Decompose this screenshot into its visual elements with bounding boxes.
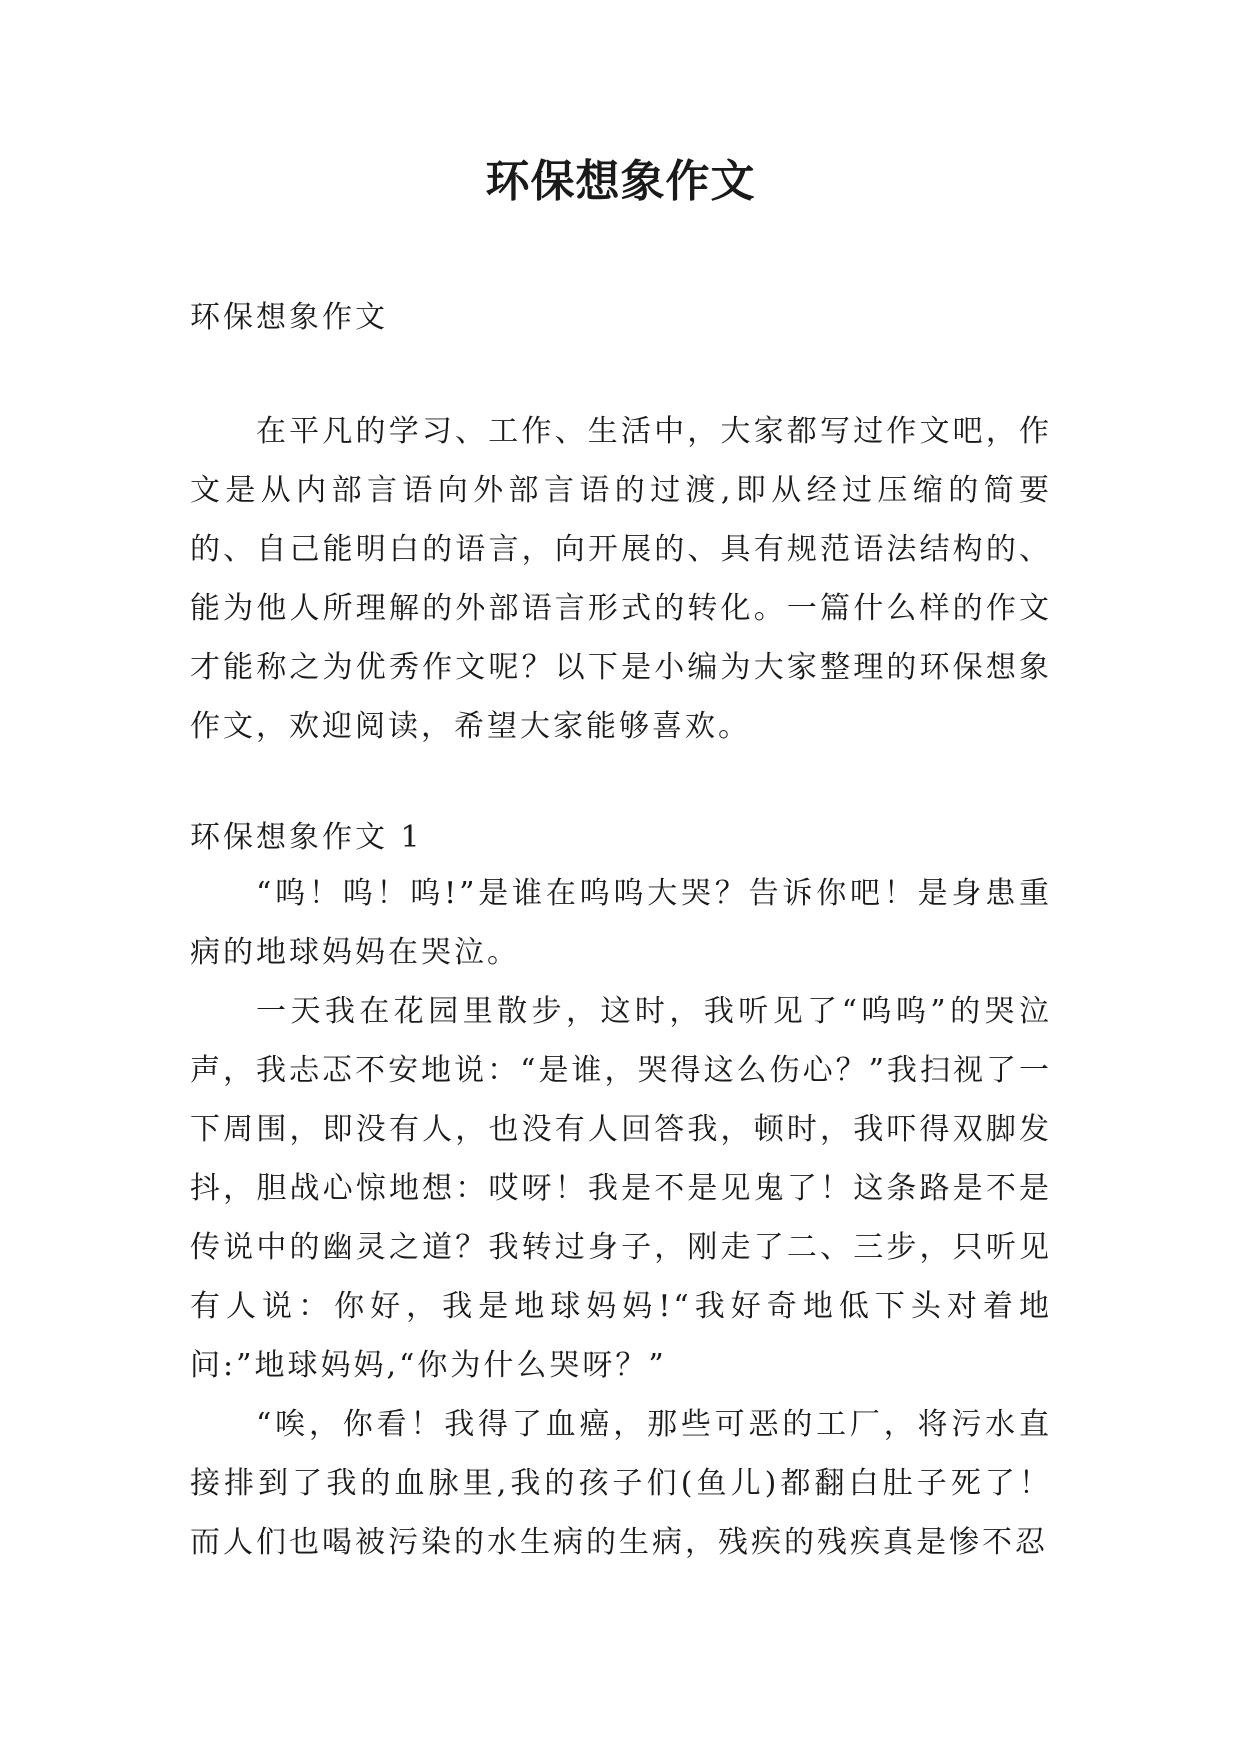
intro-section xyxy=(190,402,1052,756)
story-paragraph-2: 一天我在花园里散步，这时，我听见了“呜呜”的哭泣声，我忐忑不安地说：“是谁，哭得这么伤心？”我扫视了一下周围，即没有人，也没有人回答我，顿时，我吓得双脚发抖，胆战心惊地想：哎呀！我是不是见鬼了！这条路是不是传说中的幽灵之道？我转过身子，刚走了二、三步，只听见有人说：你好，我是地球妈妈!“我好奇地低下头对着地问:”地球妈妈,“你为什么哭呀？” xyxy=(190,994,1052,1383)
story-paragraph-1: “呜！呜！呜!”是谁在呜呜大哭？告诉你吧！是身患重病的地球妈妈在哭泣。 xyxy=(190,876,1052,970)
story-paragraph-3: “唉，你看！我得了血癌，那些可恶的工厂，将污水直接排到了我的血脉里,我的孩子们(鱼儿)都翻白肚子死了！而人们也喝被污染的水生病的生病，残疾的残疾真是惨不忍 xyxy=(190,1407,1052,1560)
section-heading-text: 环保想象作文 1 xyxy=(190,820,423,855)
document-subtitle xyxy=(190,288,1052,347)
intro-paragraph: 在平凡的学习、工作、生活中，大家都写过作文吧，作文是从内部言语向外部言语的过渡,即从经过压缩的简要的、自己能明白的语言，向开展的、具有规范语法结构的、能为他人所理解的外部语言形式的转化。一篇什么样的作文才能称之为优秀作文呢？以下是小编为大家整理的环保想象作文，欢迎阅读，希望大家能够喜欢。 xyxy=(190,414,1052,744)
subtitle-text: 环保想象作文 xyxy=(190,300,388,335)
document-title: 环保想象作文 xyxy=(485,156,756,207)
section-heading xyxy=(190,808,1052,867)
story-section xyxy=(190,864,1052,1572)
